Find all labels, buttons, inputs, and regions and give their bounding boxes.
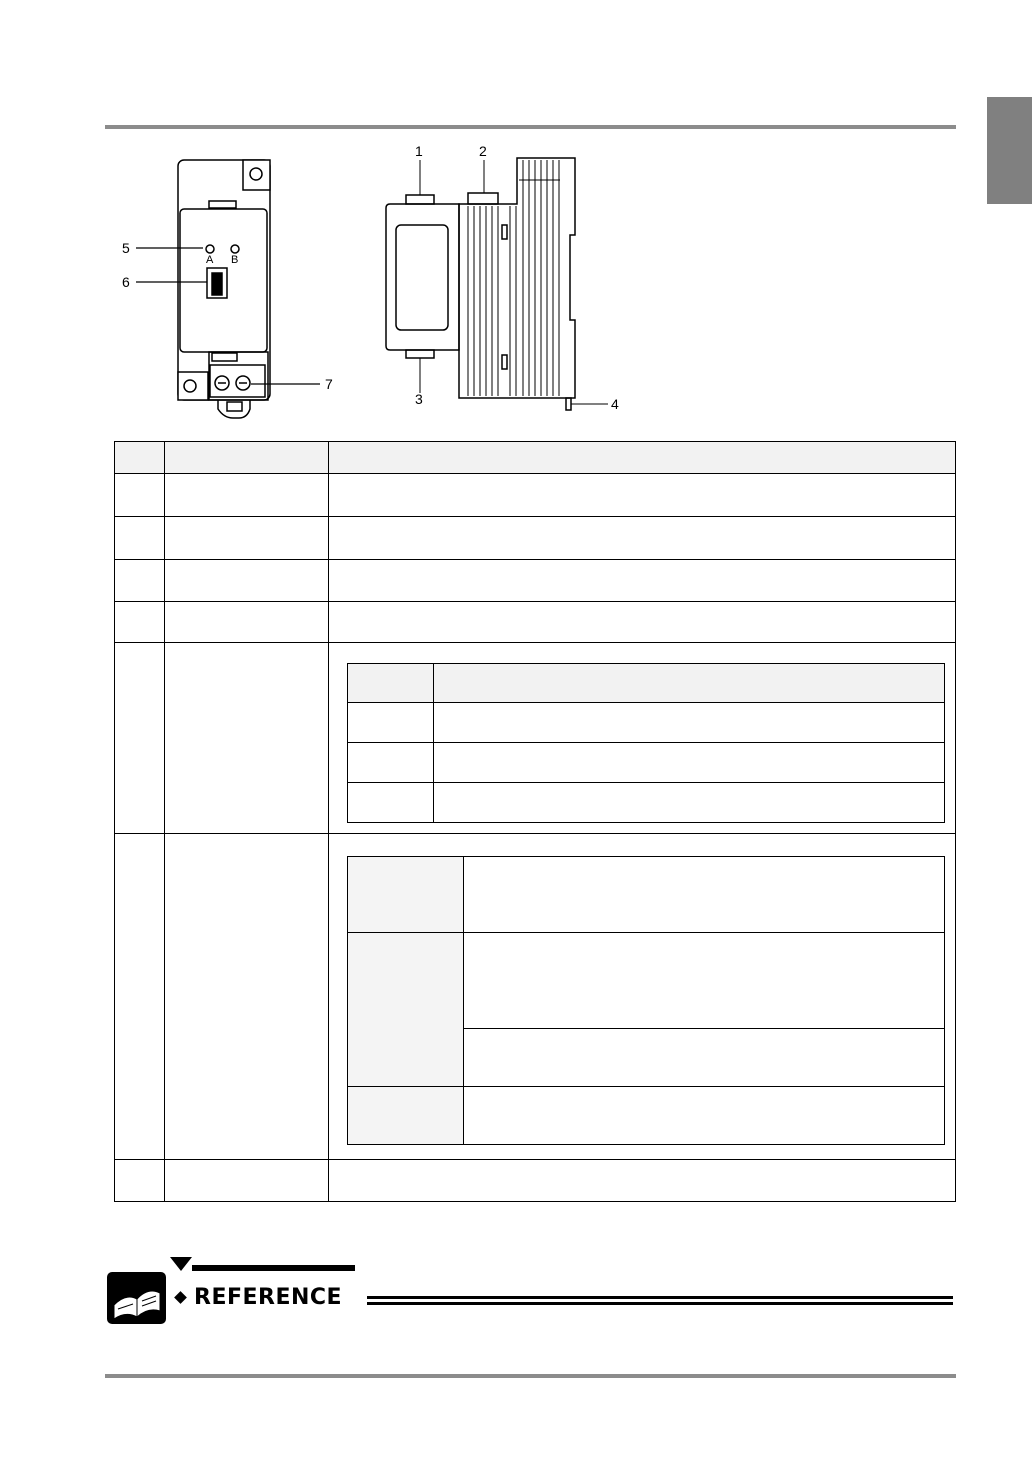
subtable-header-row [348, 664, 945, 703]
header-no [115, 442, 165, 474]
callout-2: 2 [479, 143, 487, 159]
subtable-row [348, 857, 945, 933]
header-name [165, 442, 329, 474]
open-book-icon [107, 1272, 166, 1324]
callout-6: 6 [122, 274, 130, 290]
table-row [115, 602, 956, 643]
table-row [115, 560, 956, 602]
led-subtable [347, 663, 945, 823]
callout-7: 7 [325, 376, 333, 392]
bottom-rule [105, 1374, 956, 1378]
marker-triangle [170, 1257, 192, 1271]
table-row [115, 474, 956, 517]
table-row-led [115, 643, 956, 834]
led-label-b: B [231, 254, 239, 266]
reference-label: REFERENCE [194, 1285, 343, 1310]
callout-1: 1 [415, 143, 423, 159]
subtable-row [348, 1087, 945, 1145]
subtable-row [348, 783, 945, 823]
reference-bar [192, 1265, 355, 1271]
subtable-row [348, 933, 945, 1029]
header-description [329, 442, 956, 474]
subtable-row [348, 743, 945, 783]
callout-3: 3 [415, 391, 423, 407]
device-figures [0, 0, 1032, 440]
table-row [115, 517, 956, 560]
callout-4: 4 [611, 396, 619, 412]
table-header-row [115, 442, 956, 474]
table-row [115, 1160, 956, 1202]
parts-table [114, 441, 956, 1202]
switch-subtable [347, 856, 945, 1145]
front-view [178, 160, 270, 418]
subtable-row [348, 703, 945, 743]
led-label-a: A [206, 254, 214, 266]
callout-5: 5 [122, 240, 130, 256]
table-row-switch [115, 834, 956, 1160]
